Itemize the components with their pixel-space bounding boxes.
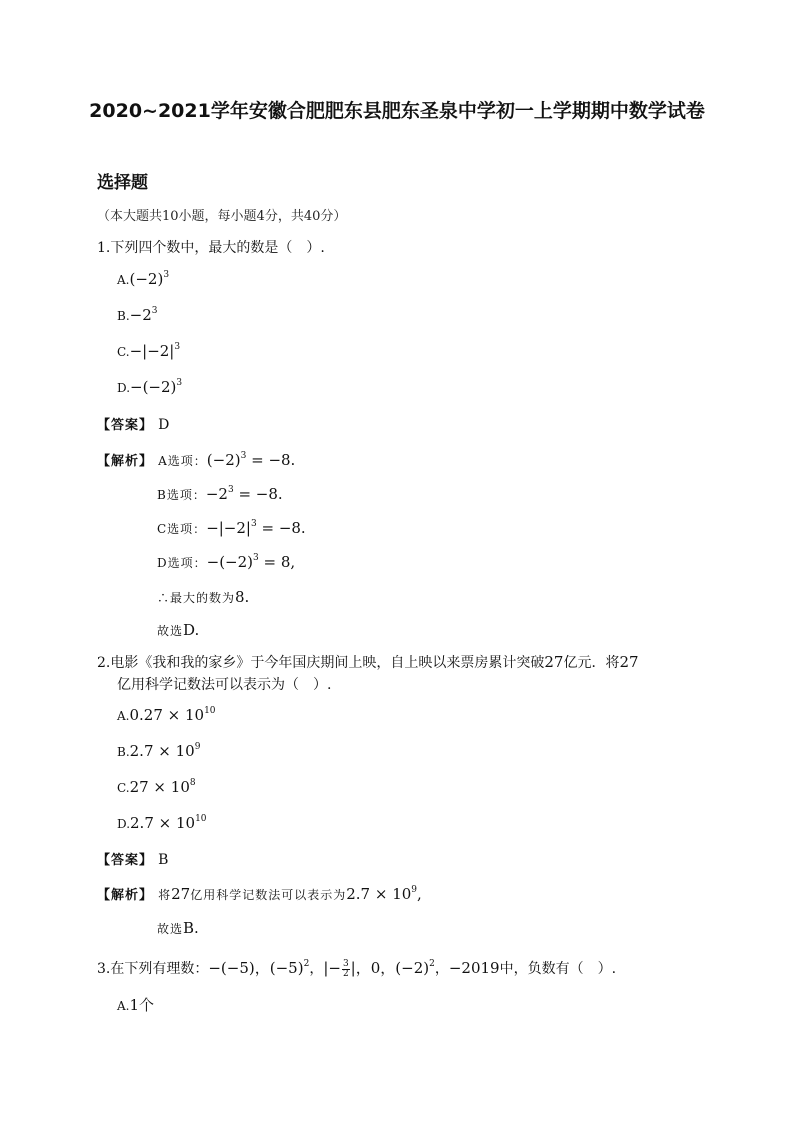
option-expression: 2.7 × 10 — [129, 742, 195, 760]
section-note: （本大题共10小题，每小题4分，共40分） — [97, 209, 347, 224]
exponent: 8 — [189, 778, 196, 788]
analysis-result: = −8. — [233, 485, 283, 503]
term-3-fraction — [342, 960, 350, 979]
option-label: C. — [117, 345, 130, 359]
q1-option-b[interactable] — [117, 306, 158, 324]
option-expression: 0.27 × 10 — [129, 706, 205, 724]
term-6: −2019 — [448, 959, 500, 977]
option-expression: 1个 — [129, 996, 155, 1014]
analysis-text: 将 — [158, 888, 172, 902]
option-label: B. — [117, 309, 130, 323]
analysis-text: 故选 — [157, 624, 184, 638]
q2-analysis-line-2 — [157, 918, 199, 937]
stem-text: 亿元．将 — [563, 655, 620, 671]
exponent: 3 — [174, 342, 181, 352]
question-3-stem — [97, 957, 616, 979]
q1-answer — [97, 414, 169, 433]
analysis-text: A选项： — [158, 454, 207, 468]
option-expression: −2 — [129, 306, 152, 324]
analysis-result: = −8. — [246, 451, 296, 469]
q2-option-d[interactable] — [117, 814, 207, 832]
q2-option-c[interactable] — [117, 778, 196, 796]
analysis-expression: −(−2) — [206, 553, 254, 571]
option-label: A. — [117, 273, 130, 287]
option-label: B. — [117, 745, 130, 759]
answer-value: D — [158, 417, 170, 433]
q3-option-a[interactable] — [117, 994, 154, 1015]
analysis-result: , — [417, 885, 422, 903]
question-2-stem-line-2: 亿用科学记数法可以表示为（ ）. — [117, 677, 332, 693]
fraction-numerator: 3 — [342, 958, 349, 969]
exponent: 9 — [411, 885, 418, 895]
option-label: C. — [117, 781, 130, 795]
separator: ， — [309, 961, 324, 977]
q2-option-b[interactable] — [117, 742, 200, 760]
analysis-text: D选项： — [157, 556, 207, 570]
exponent: 3 — [227, 485, 234, 495]
exponent: 3 — [176, 378, 183, 388]
analysis-text: B选项： — [157, 488, 206, 502]
analysis-tag: 【解析】 — [97, 454, 154, 469]
analysis-result: = −8. — [256, 519, 306, 537]
section-heading: 选择题 — [97, 173, 148, 193]
q1-analysis-line-3 — [157, 518, 306, 537]
analysis-text: 亿用科学记数法可以表示为 — [190, 888, 347, 902]
term-1: −(−5)， — [208, 959, 270, 977]
analysis-text: C选项： — [157, 522, 207, 536]
separator: ， — [434, 961, 449, 977]
q2-option-a[interactable] — [117, 706, 216, 724]
exponent: 3 — [240, 451, 247, 461]
option-label: A. — [117, 709, 130, 723]
question-1-stem: 1.下列四个数中，最大的数是（ ）. — [97, 240, 325, 256]
exponent: 2 — [303, 959, 310, 969]
analysis-result: B. — [183, 919, 199, 937]
q1-analysis-line-4 — [157, 552, 295, 571]
exponent: 9 — [194, 742, 201, 752]
exponent: 10 — [195, 814, 207, 824]
term-4: ，0， — [355, 959, 396, 977]
analysis-expression: −|−2| — [206, 519, 251, 537]
q1-analysis-line-5 — [157, 587, 249, 606]
exponent: 2 — [429, 959, 435, 969]
option-expression: 27 × 10 — [129, 778, 190, 796]
term-2: (−5) — [269, 959, 304, 977]
option-label: A. — [117, 999, 130, 1013]
q2-answer — [97, 849, 168, 868]
option-label: D. — [117, 381, 131, 395]
exponent: 3 — [253, 553, 259, 563]
term-3-abs-open: |− — [323, 959, 341, 977]
question-2-stem-line-1 — [97, 652, 639, 672]
q2-analysis-line-1 — [97, 884, 422, 903]
q1-option-a[interactable] — [117, 270, 169, 288]
option-expression: 2.7 × 10 — [130, 814, 196, 832]
stem-number: 27 — [544, 653, 564, 671]
q1-option-d[interactable] — [117, 378, 182, 396]
exponent: 10 — [204, 706, 216, 716]
exponent: 3 — [163, 270, 170, 280]
answer-tag: 【答案】 — [97, 853, 154, 868]
stem-number: 27 — [619, 653, 639, 671]
analysis-text: ∴最大的数为 — [157, 591, 236, 605]
exponent: 3 — [250, 519, 257, 529]
fraction-denominator: 2 — [342, 968, 349, 979]
analysis-expression: 2.7 × 10 — [346, 885, 412, 903]
stem-text: 2.电影《我和我的家乡》于今年国庆期间上映，自上映以来票房累计突破 — [97, 655, 545, 671]
analysis-result: 8. — [235, 588, 250, 606]
option-expression: −|−2| — [129, 342, 175, 360]
exponent: 3 — [151, 306, 158, 316]
q1-analysis-line-6 — [157, 620, 199, 639]
term-5: (−2) — [395, 959, 430, 977]
analysis-text: 故选 — [157, 922, 184, 936]
option-expression: −(−2) — [130, 378, 177, 396]
analysis-tag: 【解析】 — [97, 888, 154, 903]
term-3-abs-close: | — [350, 959, 356, 977]
analysis-result: D. — [183, 621, 200, 639]
q1-analysis-line-2 — [157, 484, 283, 503]
analysis-result: = 8, — [258, 553, 296, 571]
page-title: 2020~2021学年安徽合肥肥东县肥东圣泉中学初一上学期期中数学试卷 — [89, 100, 705, 122]
option-label: D. — [117, 817, 131, 831]
q1-analysis-line-1 — [97, 450, 295, 469]
option-expression: (−2) — [129, 270, 164, 288]
stem-text: 中，负数有（ ）. — [499, 961, 617, 977]
answer-tag: 【答案】 — [97, 418, 154, 433]
stem-text: 3.在下列有理数： — [97, 961, 209, 977]
analysis-expression: −2 — [205, 485, 228, 503]
analysis-expression: (−2) — [206, 451, 241, 469]
q1-option-c[interactable] — [117, 342, 180, 360]
analysis-number: 27 — [171, 885, 191, 903]
answer-value: B — [158, 852, 169, 868]
